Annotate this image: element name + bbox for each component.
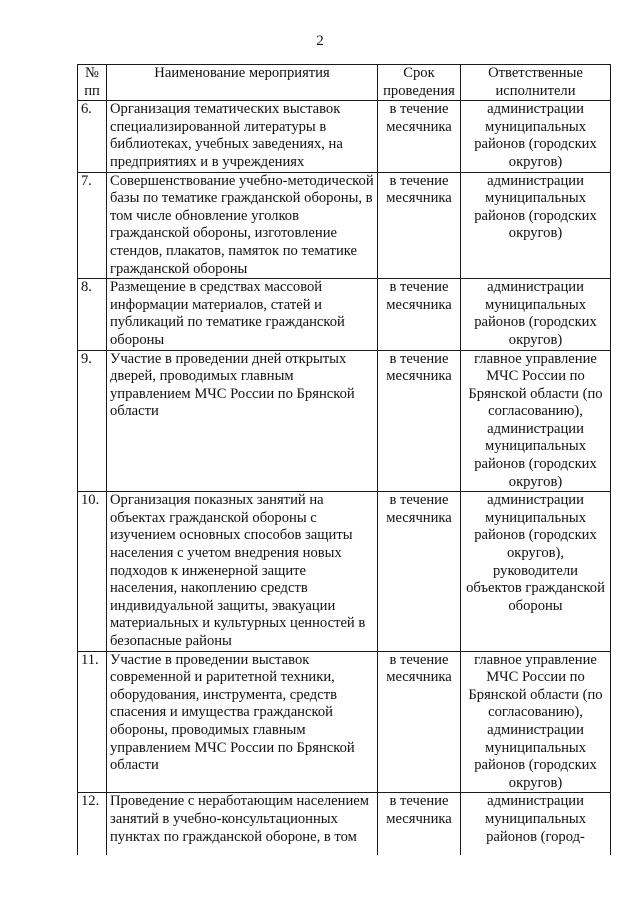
row-num: 8. (78, 279, 107, 350)
row-responsible: администрации муниципальных районов (городских округов) (461, 101, 611, 172)
header-responsible: Ответственные исполнители (461, 65, 611, 101)
row-num: 6. (78, 101, 107, 172)
table-row (78, 793, 611, 856)
row-responsible: администрации муниципальных районов (городских округов) (461, 172, 611, 279)
header-num: № пп (78, 65, 107, 101)
row-responsible: администрации муниципальных районов (городских округов) (461, 279, 611, 350)
row-name: Размещение в средствах массовой информации материалов, статей и публикаций по тематике гражданской обороны (107, 279, 378, 350)
row-responsible: главное управление МЧС России по Брянской области (по согласованию), администрации муниципальных районов (городских округов) (461, 350, 611, 492)
row-term: в течение месячника (378, 101, 461, 172)
row-num: 7. (78, 172, 107, 279)
row-term: в течение месячника (378, 793, 461, 856)
table-row (78, 172, 611, 279)
table-header-row (78, 65, 611, 101)
row-num: 10. (78, 492, 107, 651)
row-num: 11. (78, 651, 107, 793)
row-term: в течение месячника (378, 651, 461, 793)
table-row (78, 651, 611, 793)
row-name: Проведение с неработающим населением занятий в учебно-консультационных пунктах по гражданской обороне, в том (107, 793, 378, 856)
header-name: Наименование мероприятия (107, 65, 378, 101)
row-term: в течение месячника (378, 492, 461, 651)
row-num: 12. (78, 793, 107, 856)
row-responsible: администрации муниципальных районов (городских округов), руководители объектов гражданской обороны (461, 492, 611, 651)
header-term: Срок проведения (378, 65, 461, 101)
row-responsible: главное управление МЧС России по Брянской области (по согласованию), администрации муниципальных районов (городских округов) (461, 651, 611, 793)
table-row (78, 492, 611, 651)
row-term: в течение месячника (378, 172, 461, 279)
row-term: в течение месячника (378, 279, 461, 350)
row-name: Участие в проведении дней открытых дверей, проводимых главным управлением МЧС России по Брянской области (107, 350, 378, 492)
row-name: Организация тематических выставок специализированной литературы в библиотеках, учебных заведениях, на предприятиях и в учреждениях (107, 101, 378, 172)
page-number: 2 (316, 33, 324, 49)
row-name: Совершенствование учебно-методической базы по тематике гражданской обороны, в том числе обновление уголков гражданской обороны, изготовление стендов, плакатов, памяток по тематике гражданской обороны (107, 172, 378, 279)
row-name: Организация показных занятий на объектах гражданской обороны с изучением основных способов защиты населения с учетом внедрения новых подходов к инженерной защите населения, накоплению средств индивидуальной защиты, эвакуации материальных и культурных ценностей в безопасные районы (107, 492, 378, 651)
events-table (77, 64, 611, 855)
table-row (78, 101, 611, 172)
row-num: 9. (78, 350, 107, 492)
table-row (78, 350, 611, 492)
row-responsible: администрации муниципальных районов (город- (461, 793, 611, 856)
row-term: в течение месячника (378, 350, 461, 492)
table-row (78, 279, 611, 350)
row-name: Участие в проведении выставок современной и раритетной техники, оборудования, инструмента, средств спасения и имущества гражданской обороны, проводимых главным управлением МЧС России по Брянской области (107, 651, 378, 793)
